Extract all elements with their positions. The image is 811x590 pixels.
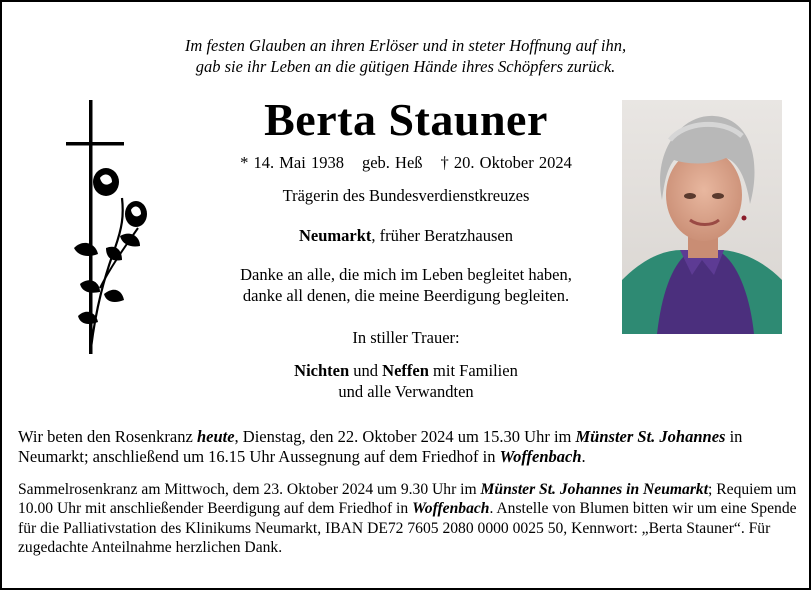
death-date: † 20. Oktober 2024 [440,153,572,172]
deceased-name: Berta Stauner [264,94,548,145]
rosary-notice [18,427,798,467]
p1-text-a: Wir beten den Rosenkranz [18,427,197,446]
mourning-heading: In stiller Trauer: [352,328,460,347]
quote-line-2: gab sie ihr Leben an die gütigen Hände ihres Schöpfers zurück. [195,57,616,76]
funeral-notice [18,480,798,558]
place-town: Neumarkt [299,226,372,245]
p2-woffenbach: Woffenbach [412,500,490,518]
thanks-line-2: danke all denen, die meine Beerdigung begleiten. [242,286,570,305]
thanks-line-1: Danke an alle, die mich im Leben begleitet haben, [240,265,572,284]
relatives-und: und [349,361,383,380]
p2-text-c: . Anstelle von Blumen bitten wir um eine Spende für die Palliativstation des Klinikums Neumarkt, IBAN DE72 7605 2080 0000 0025 50, Kennwort: „Berta Stauner“. Für zugedachte Anteilnahme herzlichen Dank. [18,500,797,557]
p2-text-b: ; Requiem um 10.00 Uhr mit anschließender Beerdigung auf dem Friedhof in [18,481,797,518]
p1-text-b: , Dienstag, den 22. Oktober 2024 um 15.30 Uhr im [234,427,576,446]
cross-with-roses-icon [60,98,160,358]
p1-muenster: Münster St. Johannes [575,427,726,446]
portrait-photo [622,100,782,334]
p1-woffenbach: Woffenbach [499,447,582,466]
relatives-nichten: Nichten [294,361,350,380]
relatives-line-2: und alle Verwandten [338,382,474,401]
maiden-name: geb. Heß [361,153,423,172]
p1-heute: heute [196,427,235,446]
award-line: Trägerin des Bundesverdienstkreuzes [282,186,530,205]
place-former: , früher Beratzhausen [371,226,513,245]
relatives-line-1 [180,360,632,381]
life-dates [180,152,632,173]
relatives-familien: mit Familien [428,361,518,380]
p2-text-a: Sammelrosenkranz am Mittwoch, dem 23. Oktober 2024 um 9.30 Uhr im [18,481,481,498]
place-line [180,225,632,246]
relatives-neffen: Neffen [382,361,429,380]
p1-text-d: . [581,447,586,466]
p1-text-c: in Neumarkt; anschließend um 16.15 Uhr Aussegnung auf dem Friedhof in [18,427,743,466]
quote-line-1: Im festen Glauben an ihren Erlöser und in steter Hoffnung auf ihn, [184,36,627,55]
birth-date: * 14. Mai 1938 [240,153,344,172]
p2-muenster: Münster St. Johannes in Neumarkt [480,481,709,498]
